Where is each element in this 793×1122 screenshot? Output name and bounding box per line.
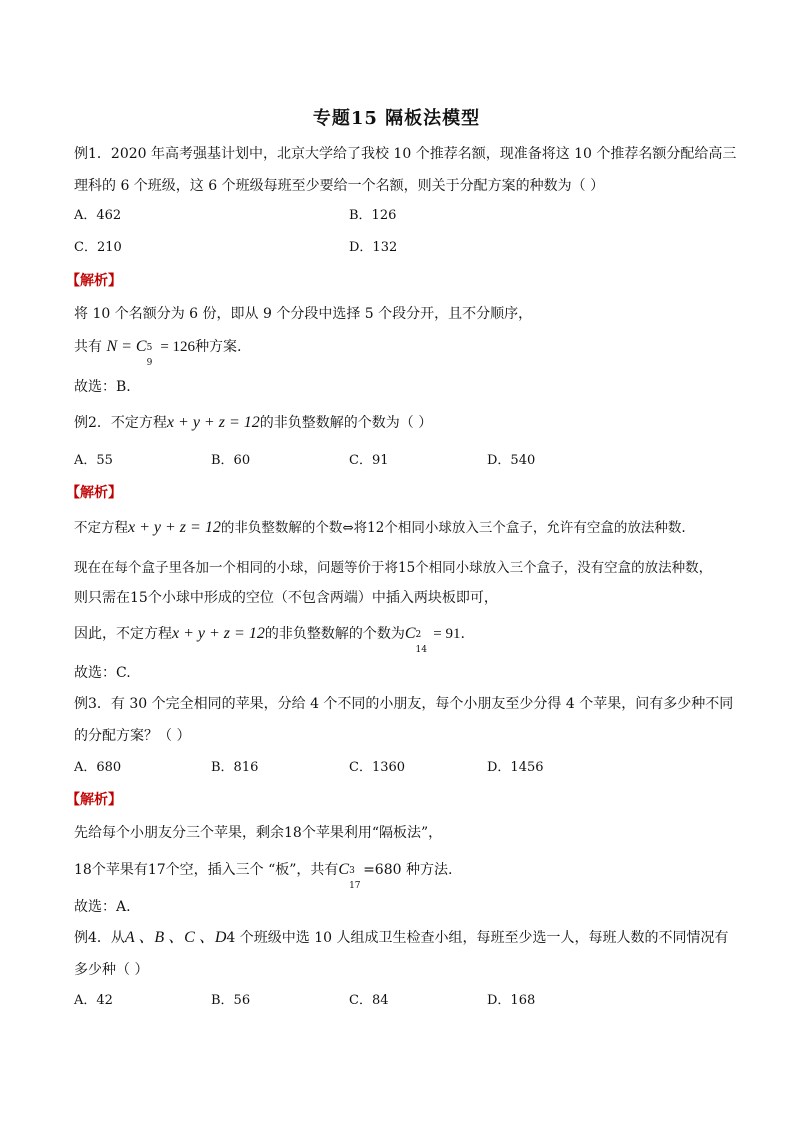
ex1-solution-prefix: 共有	[74, 339, 102, 355]
ex2-solution-line1	[74, 518, 686, 538]
ex3-option-c: C．1360	[349, 760, 406, 775]
ex3-combination-sub: 17	[349, 881, 361, 891]
ex4-option-d: D．168	[487, 993, 536, 1008]
ex1-solution-suffix: 种方案.	[195, 339, 242, 355]
ex1-combination-value: = 126	[156, 339, 196, 355]
ex1-option-b: B．126	[349, 208, 397, 223]
ex2-sol1-mid: 的非负整数解的个数	[220, 520, 343, 536]
ex2-answer: 故选：C.	[74, 665, 131, 681]
ex1-option-c: C．210	[74, 240, 122, 255]
ex4-class-letters: A 、B 、C 、D	[124, 929, 227, 946]
ex4-question-line1	[74, 928, 729, 948]
ex4-question-prefix: 例4．从	[74, 930, 125, 946]
ex4-option-c: C．84	[349, 993, 389, 1008]
ex3-analysis-label: 【解析】	[66, 792, 122, 808]
ex1-combination-formula: N = C	[106, 338, 147, 355]
ex2-combination-c: C	[404, 625, 416, 642]
ex2-combination-sub: 14	[415, 645, 427, 655]
ex2-solution-line3: 则只需在15个小球中形成的空位（不包含两端）中插入两块板即可，	[74, 590, 498, 606]
ex3-sol2-prefix: 18个苹果有17个空，插入三个 “板”，共有	[74, 862, 339, 878]
ex2-analysis-label: 【解析】	[66, 485, 122, 501]
ex3-combination-sup: 3	[349, 866, 355, 876]
ex4-question-line2: 多少种（ ）	[74, 962, 149, 978]
ex2-sol4-prefix: 因此，不定方程	[74, 626, 172, 642]
ex2-option-d: D．540	[487, 453, 536, 468]
ex2-sol4-mid: 的非负整数解的个数为	[264, 626, 405, 642]
ex2-sol4-equation: x + y + z = 12	[172, 625, 265, 642]
ex1-solution-line2	[74, 337, 242, 368]
ex2-question	[74, 413, 432, 433]
ex1-option-a: A．462	[74, 208, 122, 223]
ex3-question-line2: 的分配方案？（ ）	[74, 728, 191, 744]
ex1-option-d: D．132	[349, 240, 398, 255]
ex4-option-a: A．42	[74, 993, 113, 1008]
ex3-option-b: B．816	[211, 760, 259, 775]
ex3-combination-c: C	[338, 861, 350, 878]
ex2-iff-symbol: ⇔	[342, 520, 354, 536]
ex3-solution-line2	[74, 860, 453, 891]
ex1-combination-sup: 5	[146, 343, 153, 353]
ex2-option-c: C．91	[349, 453, 389, 468]
ex2-sol1-prefix: 不定方程	[74, 520, 128, 536]
ex4-question-suffix: 4 个班级中选 10 人组成卫生检查小组，每班至少选一人，每班人数的不同情况有	[226, 930, 729, 946]
ex4-option-b: B．56	[211, 993, 251, 1008]
ex1-question-line2: 理科的 6 个班级，这 6 个班级每班至少要给一个名额，则关于分配方案的种数为（ ）	[74, 178, 605, 194]
ex2-sol1-equation: x + y + z = 12	[128, 519, 221, 536]
ex1-combination-sub: 9	[146, 358, 153, 368]
ex3-sol2-suffix: =680 种方法.	[363, 862, 453, 878]
ex3-solution-line1: 先给每个小朋友分三个苹果，剩余18个苹果利用“隔板法”，	[74, 825, 443, 841]
ex3-question-line1: 例3．有 30 个完全相同的苹果，分给 4 个不同的小朋友，每个小朋友至少分得 4 个苹果，问有多少种不同	[74, 696, 734, 712]
ex1-answer: 故选：B.	[74, 379, 131, 395]
ex2-question-suffix: 的非负整数解的个数为（ ）	[259, 415, 433, 431]
ex2-sol4-end: .	[460, 626, 465, 642]
ex2-combination-sup: 2	[415, 630, 422, 640]
page-title: 专题15 隔板法模型	[312, 108, 481, 129]
ex1-question-line1: 例1．2020 年高考强基计划中，北京大学给了我校 10 个推荐名额，现准备将这 10 个推荐名额分配给高三	[74, 146, 737, 162]
ex3-option-d: D．1456	[487, 760, 544, 775]
ex2-combination-value: = 91	[429, 626, 461, 642]
ex1-analysis-label: 【解析】	[66, 273, 122, 289]
ex2-question-prefix: 例2．不定方程	[74, 415, 167, 431]
ex2-equation: x + y + z = 12	[166, 414, 260, 431]
ex3-option-a: A．680	[74, 760, 122, 775]
ex3-answer: 故选：A.	[74, 899, 131, 915]
ex1-solution-line1: 将 10 个名额分为 6 份，即从 9 个分段中选择 5 个段分开，且不分顺序，	[74, 306, 533, 322]
ex2-sol1-suffix: 将12个相同小球放入三个盒子，允许有空盒的放法种数.	[353, 520, 686, 536]
ex2-solution-line4	[74, 624, 465, 655]
ex2-option-a: A．55	[74, 453, 113, 468]
ex2-solution-line2: 现在在每个盒子里各加一个相同的小球，问题等价于将15个相同小球放入三个盒子，没有空盒的放法种数，	[74, 560, 713, 576]
ex2-option-b: B．60	[211, 453, 251, 468]
